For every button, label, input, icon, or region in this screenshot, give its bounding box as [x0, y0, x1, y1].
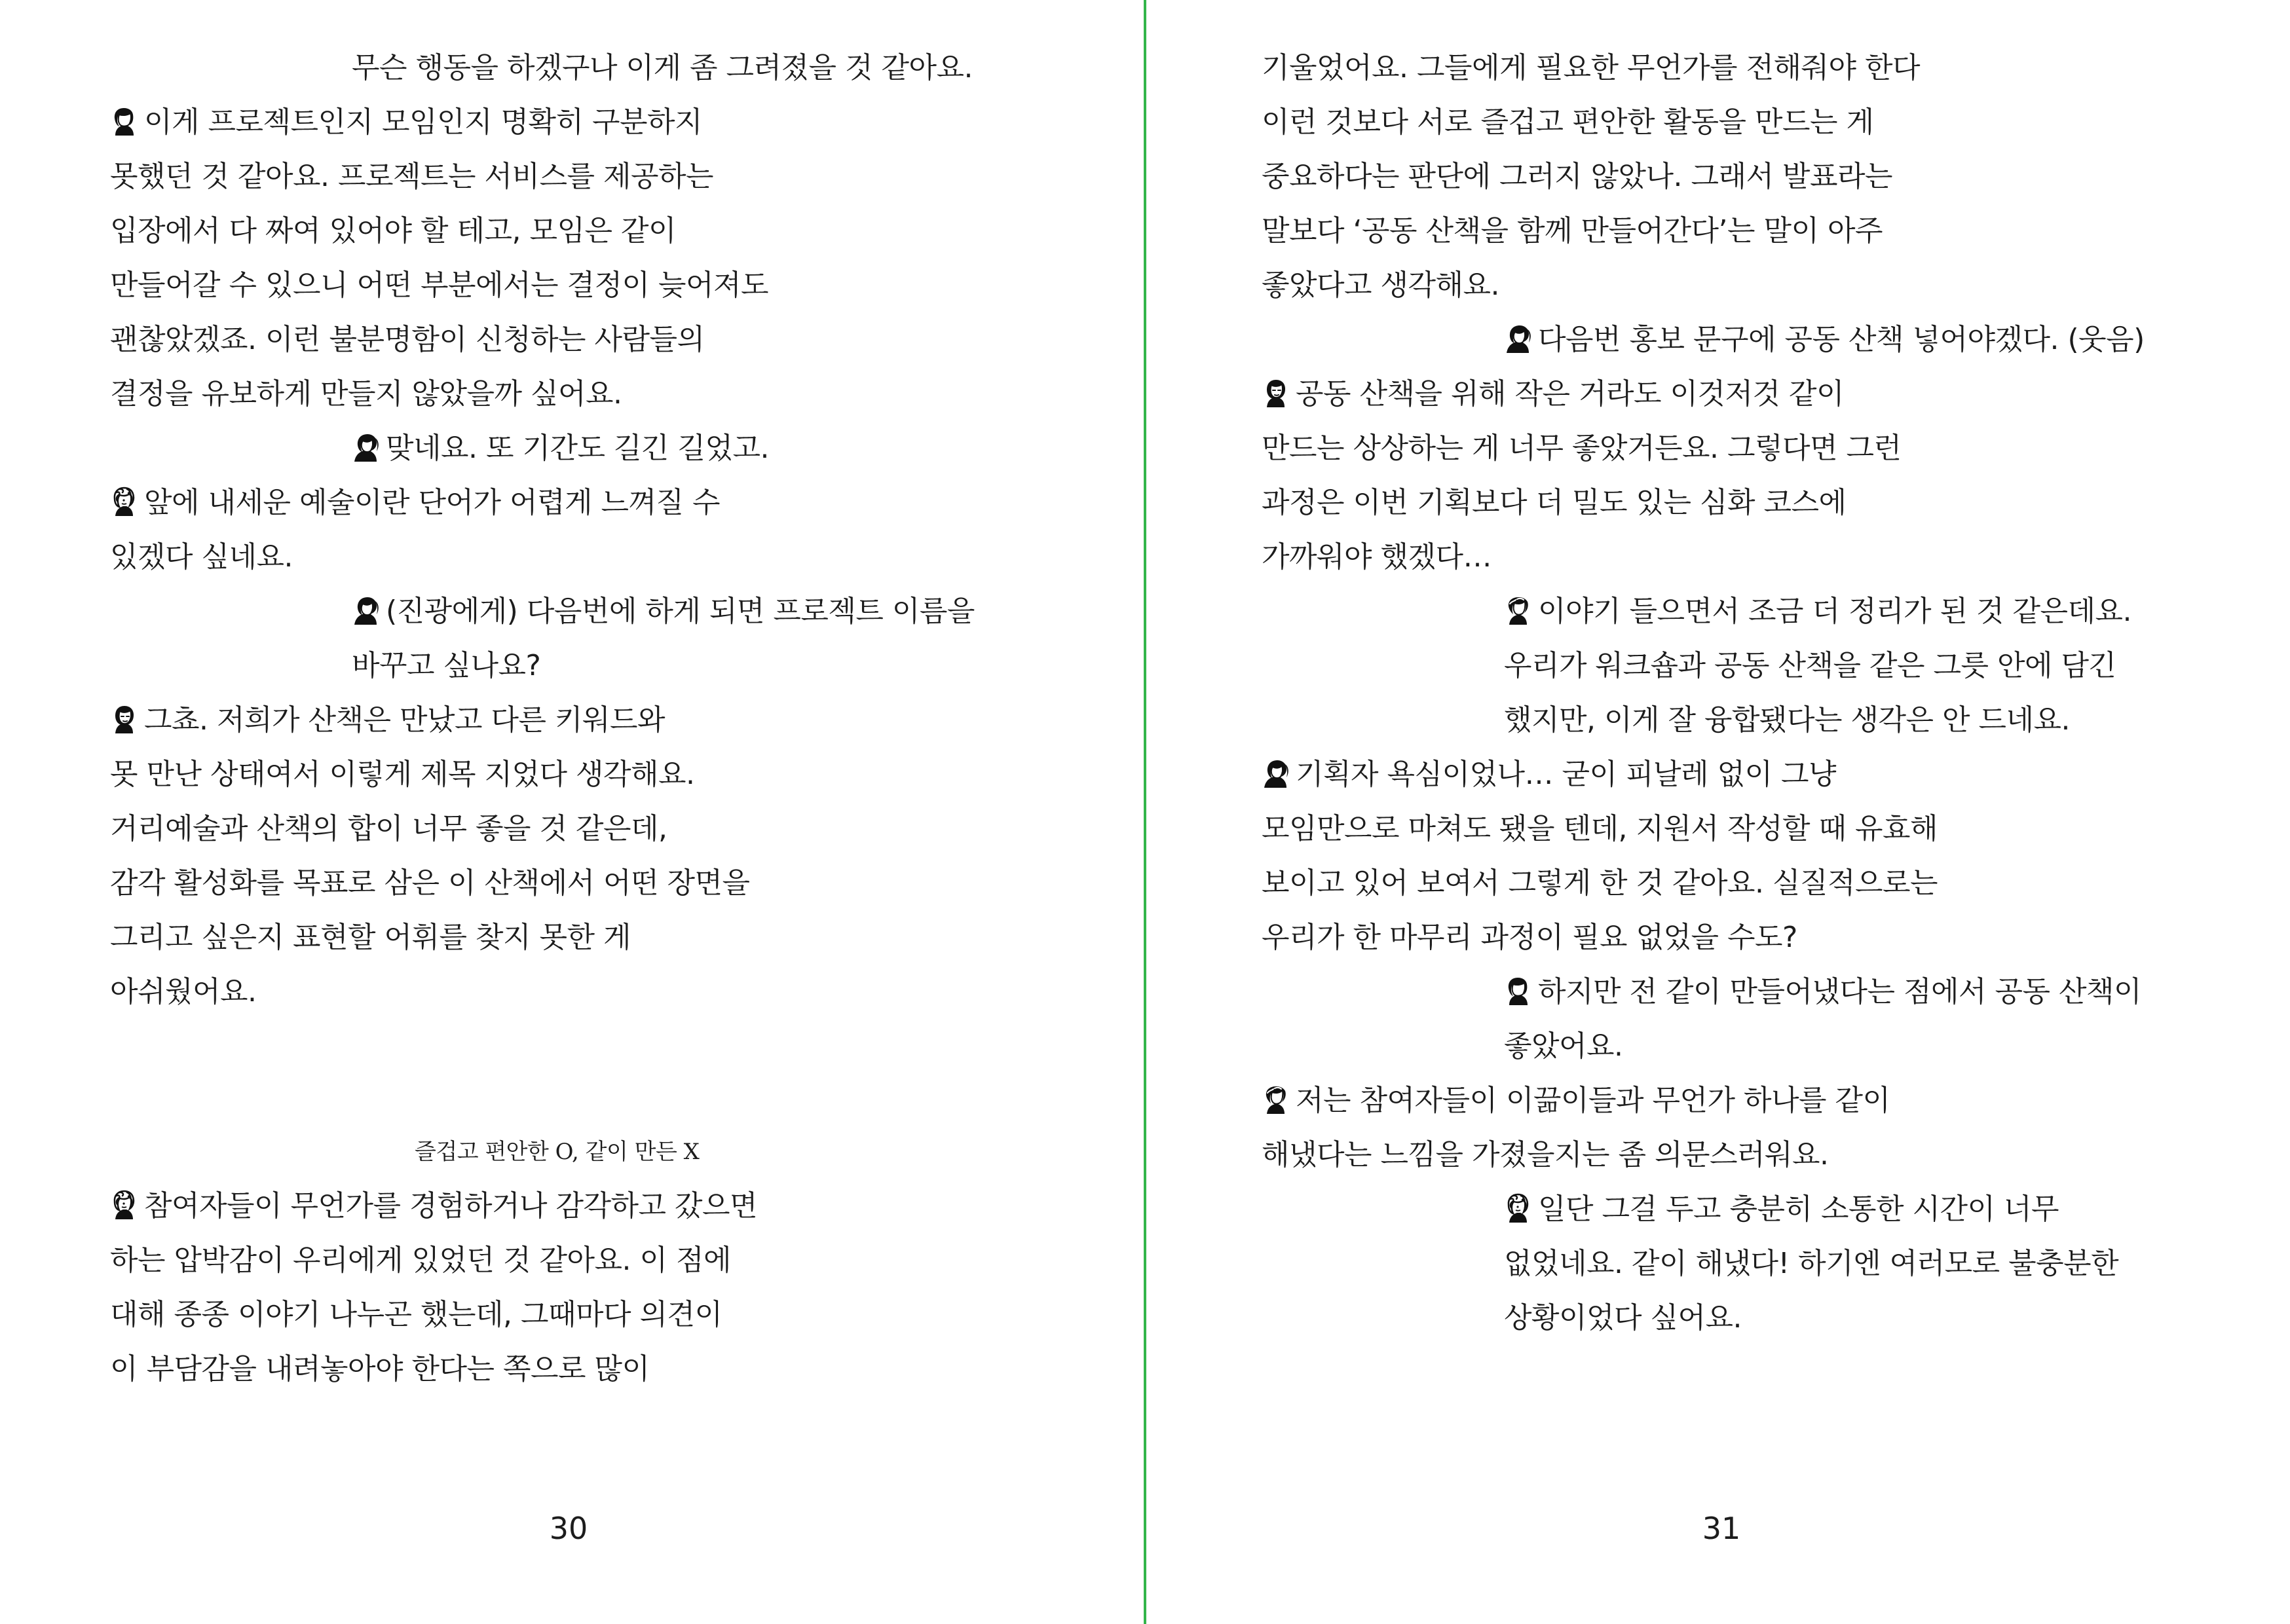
line-text: 다음번 홍보 문구에 공동 산책 넣어야겠다. (웃음) [1538, 323, 2145, 356]
line-text: 그리고 싶은지 표현할 어휘를 찾지 못한 게 [110, 921, 631, 954]
text-line [1262, 539, 1492, 576]
page-number-right: 31 [1702, 1511, 1741, 1546]
line-text: 있겠다 싶네요. [110, 540, 293, 574]
line-text: 이런 것보다 서로 즐겁고 편안한 활동을 만드는 게 [1262, 105, 1874, 139]
line-text: 했지만, 이게 잘 융합됐다는 생각은 안 드네요. [1504, 703, 2070, 737]
line-text: 참여자들이 무언가를 경험하거나 감각하고 갔으면 [144, 1189, 758, 1223]
line-text: 아쉬웠어요. [110, 975, 257, 1008]
text-line [1262, 104, 1873, 141]
line-text: 못 만난 상태여서 이렇게 제목 지었다 생각해요. [110, 758, 695, 791]
line-text: 하는 압박감이 우리에게 있었던 것 같아요. 이 점에 [110, 1244, 731, 1277]
line-text: 과정은 이번 기획보다 더 밀도 있는 심화 코스에 [1262, 486, 1847, 519]
line-text: 가까워야 했겠다… [1262, 540, 1492, 574]
line-text: 우리가 한 마무리 과정이 필요 없었을 수도? [1262, 921, 1797, 954]
text-line [1262, 485, 1846, 521]
text-line [1262, 1137, 1829, 1173]
speaker-line [110, 1188, 757, 1225]
line-text: 감각 활성화를 목표로 삼은 이 산책에서 어떤 장면을 [110, 866, 750, 900]
text-line [1262, 158, 1892, 195]
bald-portrait-icon [1262, 377, 1289, 409]
text-line [1504, 648, 2116, 684]
line-text: 맞네요. 또 기간도 길긴 길었고. [386, 432, 769, 465]
line-text: 모임만으로 마쳐도 됐을 텐데, 지원서 작성할 때 유효해 [1262, 812, 1938, 845]
line-text: 대해 종종 이야기 나누곤 했는데, 그때마다 의견이 [110, 1298, 723, 1331]
speaker-line [1504, 322, 2145, 358]
line-text: 이 부담감을 내려놓아야 한다는 쪽으로 많이 [110, 1352, 650, 1386]
text-line [110, 1297, 722, 1333]
ponytail-portrait-icon [1504, 323, 1531, 354]
line-text: 좋았어요. [1504, 1029, 1623, 1063]
text-line [1262, 811, 1938, 847]
line-text: 중요하다는 판단에 그러지 않았나. 그래서 발표라는 [1262, 160, 1892, 193]
line-text: 못했던 것 같아요. 프로젝트는 서비스를 제공하는 [110, 160, 713, 193]
text-line [1262, 50, 1920, 86]
text-line [1504, 1300, 1742, 1337]
text-line [110, 1242, 731, 1279]
line-text: 저는 참여자들이 이끎이들과 무언가 하나를 같이 [1296, 1084, 1890, 1117]
text-line [1504, 702, 2070, 739]
line-text: (진광에게) 다음번에 하게 되면 프로젝트 이름을 [386, 595, 975, 628]
text-line [1262, 430, 1902, 467]
section-heading: 즐겁고 편안한 O, 같이 만든 X [415, 1139, 700, 1165]
text-line [1262, 213, 1883, 249]
line-text: 기울었어요. 그들에게 필요한 무언가를 전해줘야 한다 [1262, 51, 1921, 84]
line-text: 보이고 있어 보여서 그렇게 한 것 같아요. 실질적으로는 [1262, 866, 1938, 900]
wavy-hair-portrait-icon [1262, 1084, 1289, 1115]
wavy-hair-portrait-icon [1504, 595, 1531, 626]
curly-hair-portrait-icon [1504, 1192, 1531, 1224]
line-text: 말보다 ‘공동 산책을 함께 만들어간다’는 말이 아주 [1262, 214, 1883, 248]
curly-hair-portrait-icon [110, 1189, 138, 1221]
line-text: 없었네요. 같이 해냈다! 하기엔 여러모로 불충분한 [1504, 1247, 2119, 1280]
text-line [1262, 865, 1938, 902]
right-page [1145, 0, 2290, 1624]
page-number-left: 30 [549, 1511, 588, 1546]
text-line [1504, 1246, 2118, 1282]
short-hair-portrait-icon [1504, 975, 1531, 1006]
speaker-line [1504, 593, 2131, 630]
line-text: 해냈다는 느낌을 가졌을지는 좀 의문스러워요. [1262, 1138, 1829, 1172]
line-text: 바꾸고 싶나요? [352, 649, 541, 682]
line-text: 상황이었다 싶어요. [1504, 1301, 1742, 1335]
line-text: 결정을 유보하게 만들지 않았을까 싶어요. [110, 377, 622, 411]
line-text: 만들어갈 수 있으니 어떤 부분에서는 결정이 늦어져도 [110, 268, 769, 302]
line-text: 우리가 워크숍과 공동 산책을 같은 그릇 안에 담긴 [1504, 649, 2116, 682]
line-text: 이야기 들으면서 조금 더 정리가 된 것 같은데요. [1538, 595, 2131, 628]
text-line [1262, 267, 1499, 304]
line-text: 공동 산책을 위해 작은 거라도 이것저것 같이 [1296, 377, 1844, 411]
text-line [1504, 1028, 1623, 1065]
line-text: 입장에서 다 짜여 있어야 할 테고, 모임은 같이 [110, 214, 676, 248]
line-text: 거리예술과 산책의 합이 너무 좋을 것 같은데, [110, 812, 667, 845]
line-text: 기획자 욕심이었나… 굳이 피날레 없이 그냥 [1296, 758, 1836, 791]
speaker-line [1262, 376, 1844, 413]
line-text: 앞에 내세운 예술이란 단어가 어렵게 느껴질 수 [144, 486, 720, 519]
speaker-line [1504, 974, 2141, 1010]
line-text: 그쵸. 저희가 산책은 만났고 다른 키워드와 [144, 703, 665, 737]
line-text: 무슨 행동을 하겠구나 이게 좀 그려졌을 것 같아요. [352, 51, 973, 84]
text-line [1262, 919, 1797, 956]
line-text: 괜찮았겠죠. 이런 불분명함이 신청하는 사람들의 [110, 323, 705, 356]
line-text: 이게 프로젝트인지 모임인지 명확히 구분하지 [144, 105, 703, 139]
line-text: 하지만 전 같이 만들어냈다는 점에서 공동 산책이 [1538, 975, 2141, 1008]
speaker-line [1262, 1082, 1890, 1119]
text-line [110, 1351, 650, 1388]
line-text: 만드는 상상하는 게 너무 좋았거든요. 그렇다면 그런 [1262, 432, 1902, 465]
line-text: 좋았다고 생각해요. [1262, 268, 1500, 302]
speaker-line [1262, 756, 1836, 793]
line-text: 일단 그걸 두고 충분히 소통한 시간이 너무 [1538, 1192, 2059, 1226]
right-page-text [1145, 0, 2290, 1624]
speaker-line [1504, 1191, 2059, 1228]
ponytail-portrait-icon [1262, 758, 1289, 789]
